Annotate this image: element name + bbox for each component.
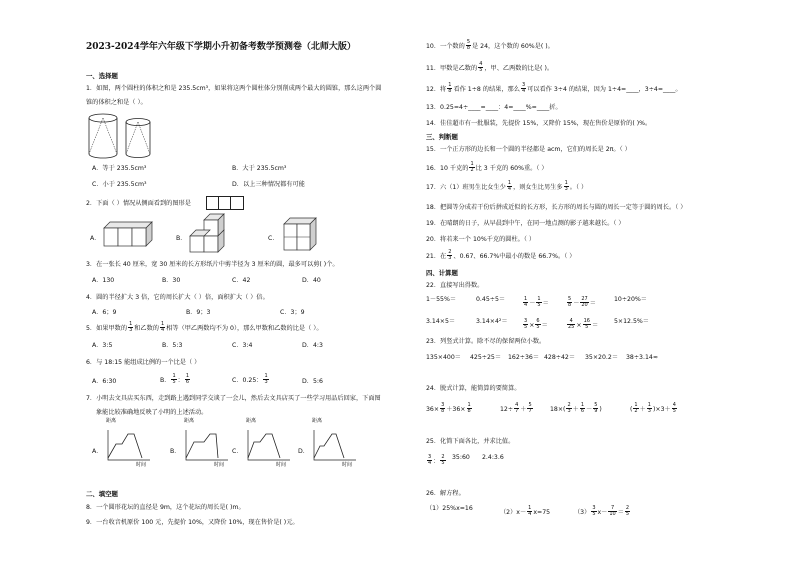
q7-axis-x-label: 时间: [136, 462, 147, 468]
q7-option-b-label[interactable]: B．: [170, 448, 181, 455]
cylinder-left: [89, 114, 117, 158]
q2-option-c-label[interactable]: C．: [268, 235, 279, 242]
q2-option-c-cubes[interactable]: [280, 214, 320, 254]
section-fill: 二、填空题: [86, 490, 118, 498]
q3-option-c[interactable]: C．42: [232, 277, 251, 284]
q23-item-3: 162÷36＝: [508, 354, 540, 361]
q7-option-d-graph[interactable]: [310, 428, 360, 468]
graph-axes: [314, 430, 356, 460]
q19-text: 19．在晴朗的日子，从早晨到中午，在同一地点测的影子越来越长。（ ）: [426, 220, 625, 227]
q7-axis-y-label: 距离: [246, 418, 257, 424]
q7-option-a-graph[interactable]: [104, 428, 154, 468]
section-choice: 一、选择题: [86, 72, 118, 80]
q24-item-4: ( $\frac{1}{2}$ ＋ $\frac{1}{3}$ )×3＋ $\frac{4}{5}$: [630, 402, 676, 415]
q7-axis-x-label: 时间: [276, 462, 287, 468]
q24-item-3: 18×( $\frac{2}{3}$ ＋ $\frac{1}{6}$ － $\frac{5}{9}$ ): [550, 402, 602, 415]
q5-option-a[interactable]: A．3:5: [92, 342, 113, 349]
q12-text: 12．将 $\frac{1}{8}$ 看作 1÷8 的结果，那么 $\frac{3}{4}$ 可以看作 3÷4 的结果，因为 1÷4=____，3÷4=____。: [426, 82, 682, 95]
q26-item-3: （3） $\frac{3}{5}$ x－ $\frac{7}{10}$ ＝ $\frac{2}{5}$: [574, 505, 630, 518]
q1-line2: 锥的体积之和是（ ）。: [86, 99, 147, 106]
q13-text: 13．0.25=4÷____=____：4=____%=____折。: [426, 104, 562, 111]
q11-text: 11．甲数是乙数的 $\frac{4}{5}$ ，甲、乙两数的比是( )。: [426, 61, 554, 74]
q3-option-b[interactable]: B．30: [162, 277, 181, 284]
q7-axis-x-label: 时间: [214, 462, 225, 468]
q9-text: 9．一台收音机原价 100 元，先提价 10%，又降价 10%，现在售价是( )元。: [86, 519, 299, 526]
q22-item-r2-1: 3.14×5＝: [426, 318, 456, 325]
q22-item-r2-3: $\frac{3}{5}$ × $\frac{6}{5}$ ＝: [524, 318, 548, 331]
q6-option-b[interactable]: B． $\frac{1}{5}$ ： $\frac{1}{6}$: [160, 373, 189, 386]
q10-text: 10．一个数的 $\frac{5}{8}$ 是 24，这个数的 60%是( )。: [426, 39, 554, 52]
q3-option-a[interactable]: A．130: [92, 277, 115, 284]
q2-option-a-cubes[interactable]: [100, 222, 156, 248]
q4-option-b[interactable]: B．9；3: [186, 309, 211, 316]
q2-option-b-cubes[interactable]: [186, 214, 230, 254]
graph-line: [314, 434, 344, 458]
q24-text: 24．脱式计算，能简算的要简算。: [426, 385, 521, 392]
q5-option-b[interactable]: B．5:3: [162, 342, 183, 349]
graph-line: [248, 434, 280, 458]
page-title: 2023-2024学年六年级下学期小升初备考数学预测卷（北师大版）: [86, 42, 356, 52]
q7-option-c-graph[interactable]: [244, 428, 294, 468]
q2-text: 2．下面（ ）情况从侧面看到的图形是: [86, 200, 191, 207]
q23-text: 23．列竖式计算。除不尽的保留两位小数。: [426, 338, 546, 345]
graph-axes: [248, 430, 290, 460]
q3-option-d[interactable]: D．40: [302, 277, 321, 284]
q22-item-r2-4: $\frac{4}{25}$ × $\frac{16}{5}$ ＝: [568, 318, 599, 331]
q25-item-1: $\frac{3}{4}$ ： $\frac{2}{5}$: [428, 454, 445, 467]
q3-text: 3．在一张长 40 厘米，宽 30 厘米的长方形纸片中剪半径为 3 厘米的圆，最多可以剪( )个。: [86, 261, 339, 268]
q23-item-2: 425÷25＝: [470, 354, 502, 361]
cylinder-right: [126, 119, 150, 158]
q14-text: 14．佳佳超市有一批服装，先提价 15%，又降价 15%，现在售价是原价的( )%。: [426, 120, 652, 127]
q7-option-b-graph[interactable]: [182, 428, 232, 468]
q26-item-2: （2）x－ $\frac{1}{4}$ x=75: [500, 505, 551, 518]
q2-option-b-label[interactable]: B．: [176, 235, 187, 242]
q20-text: 20．将若来一个 10%千克的圆柱。（ ）: [426, 236, 536, 243]
q6-option-d[interactable]: D．5:6: [302, 378, 323, 385]
q24-item-1: 36× $\frac{3}{8}$ ＋36× $\frac{1}{8}$: [426, 402, 471, 415]
q7-axis-y-label: 距离: [312, 418, 323, 424]
q16-text: 16．10 千克的 $\frac{1}{2}$ 比 3 千克的 60%重。（ ）: [426, 161, 548, 174]
graph-line: [186, 434, 218, 458]
q5-text: 5．如果甲数的 $\frac{1}{3}$ 和乙数的 $\frac{1}{4}$ 相等（甲乙两数均不为 0），那么甲数和乙数的比是（ ）。: [86, 321, 323, 334]
q18-text: 18．把圆等分成若干份后拼成近似的长方形，长方形的周长与圆的周长一定等于圆的周长。（ ）: [426, 204, 687, 211]
q22-text: 22．直接写出得数。: [426, 282, 484, 289]
q6-option-c[interactable]: C．0.25： $\frac{1}{3}$: [232, 373, 268, 386]
q22-item-r2-5: 5×12.5%＝: [614, 318, 649, 325]
q22-item-r2-2: 3.14×4²＝: [476, 318, 508, 325]
q25-item-2: 35:60: [452, 454, 470, 461]
q17-text: 17．六（1）班男生比女生少 $\frac{1}{4}$ ，则女生比男生多 $\frac{1}{3}$ 。（ ）: [426, 180, 588, 193]
q22-item-r1-4: $\frac{5}{8}$ － $\frac{27}{20}$ ＝: [568, 296, 596, 309]
q1-option-a[interactable]: A．等于 235.5cm³: [92, 165, 147, 172]
section-calc: 四、计算题: [426, 269, 458, 277]
q4-text: 4．圆的半径扩大 3 倍，它的周长扩大（ ）倍，面积扩大（ ）倍。: [86, 294, 269, 301]
q6-text: 6．与 18:15 能组成比例的一个比是（ ）: [86, 359, 201, 366]
q7-option-d-label[interactable]: D．: [298, 448, 309, 455]
q23-item-1: 135×400＝: [426, 354, 461, 361]
q2-option-a-label[interactable]: A．: [90, 235, 101, 242]
q15-text: 15．一个正方形的边长和一个圆的半径都是 acm，它们的周长是 2π。（ ）: [426, 146, 631, 153]
q24-item-2: 12÷ $\frac{4}{7}$ ＋ $\frac{5}{7}$: [500, 402, 532, 415]
q7-axis-y-label: 距离: [184, 418, 195, 424]
graph-line: [108, 434, 142, 458]
q4-option-c[interactable]: C．3；9: [280, 309, 305, 316]
cylinder-figure: [86, 112, 156, 162]
q7-axis-x-label: 时间: [342, 462, 353, 468]
q7-option-c-label[interactable]: C．: [232, 448, 243, 455]
section-judge: 三、判断题: [426, 133, 458, 141]
q23-item-5: 35×20.2＝: [585, 354, 619, 361]
q1-option-d[interactable]: D．以上三种情况都有可能: [232, 181, 305, 188]
q22-item-r1-2: 0.45÷5＝: [476, 296, 506, 303]
q26-text: 26．解方程。: [426, 490, 465, 497]
q4-option-a[interactable]: A．6；9: [92, 309, 117, 316]
q7-line1: 7．小明去文具店买东西，走到路上遇到同学交谈了一会儿，然后去文具店买了一些学习用品后回家，下面图: [86, 395, 381, 402]
q22-item-r1-5: 10÷20%＝: [614, 296, 647, 303]
q22-item-r1-3: $\frac{1}{4}$ － $\frac{1}{5}$ ＝: [524, 296, 549, 309]
q7-option-a-label[interactable]: A．: [92, 448, 103, 455]
q26-item-1: （1）25%x=16: [426, 505, 473, 512]
q1-line1: 1．如图，两个圆柱的体积之和是 235.5cm³，如果将这两个圆柱体分别削成两个最大的圆锥，那么这两个圆: [86, 85, 382, 92]
q7-axis-y-label: 距离: [106, 418, 117, 424]
q23-item-4: 428÷42＝: [544, 354, 576, 361]
q25-item-3: 2.4:3.6: [482, 454, 504, 461]
q21-text: 21．在 $\frac{2}{3}$ 、0.67、66.7%中最小的数是 66.7%。（ ）: [426, 249, 576, 262]
q6-option-a[interactable]: A．6:30: [92, 378, 117, 385]
q7-line2: 象能比较准确地反映了小明的上述活动。: [96, 409, 208, 416]
graph-axes: [108, 430, 150, 460]
q23-item-6: 38÷3.14≈: [626, 354, 659, 361]
q8-text: 8．一个圆形花坛的直径是 9m，这个花坛的周长是( )m。: [86, 504, 245, 511]
q5-option-c[interactable]: C．3:4: [232, 342, 253, 349]
q5-option-d[interactable]: D．4:3: [302, 342, 323, 349]
q25-text: 25．化简下面各比，并求比值。: [426, 438, 515, 445]
q1-option-b[interactable]: B．大于 235.5cm³: [232, 165, 287, 172]
q22-item-r1-1: 1－55%＝: [426, 296, 457, 303]
q1-option-c[interactable]: C．小于 235.5cm³: [92, 181, 147, 188]
